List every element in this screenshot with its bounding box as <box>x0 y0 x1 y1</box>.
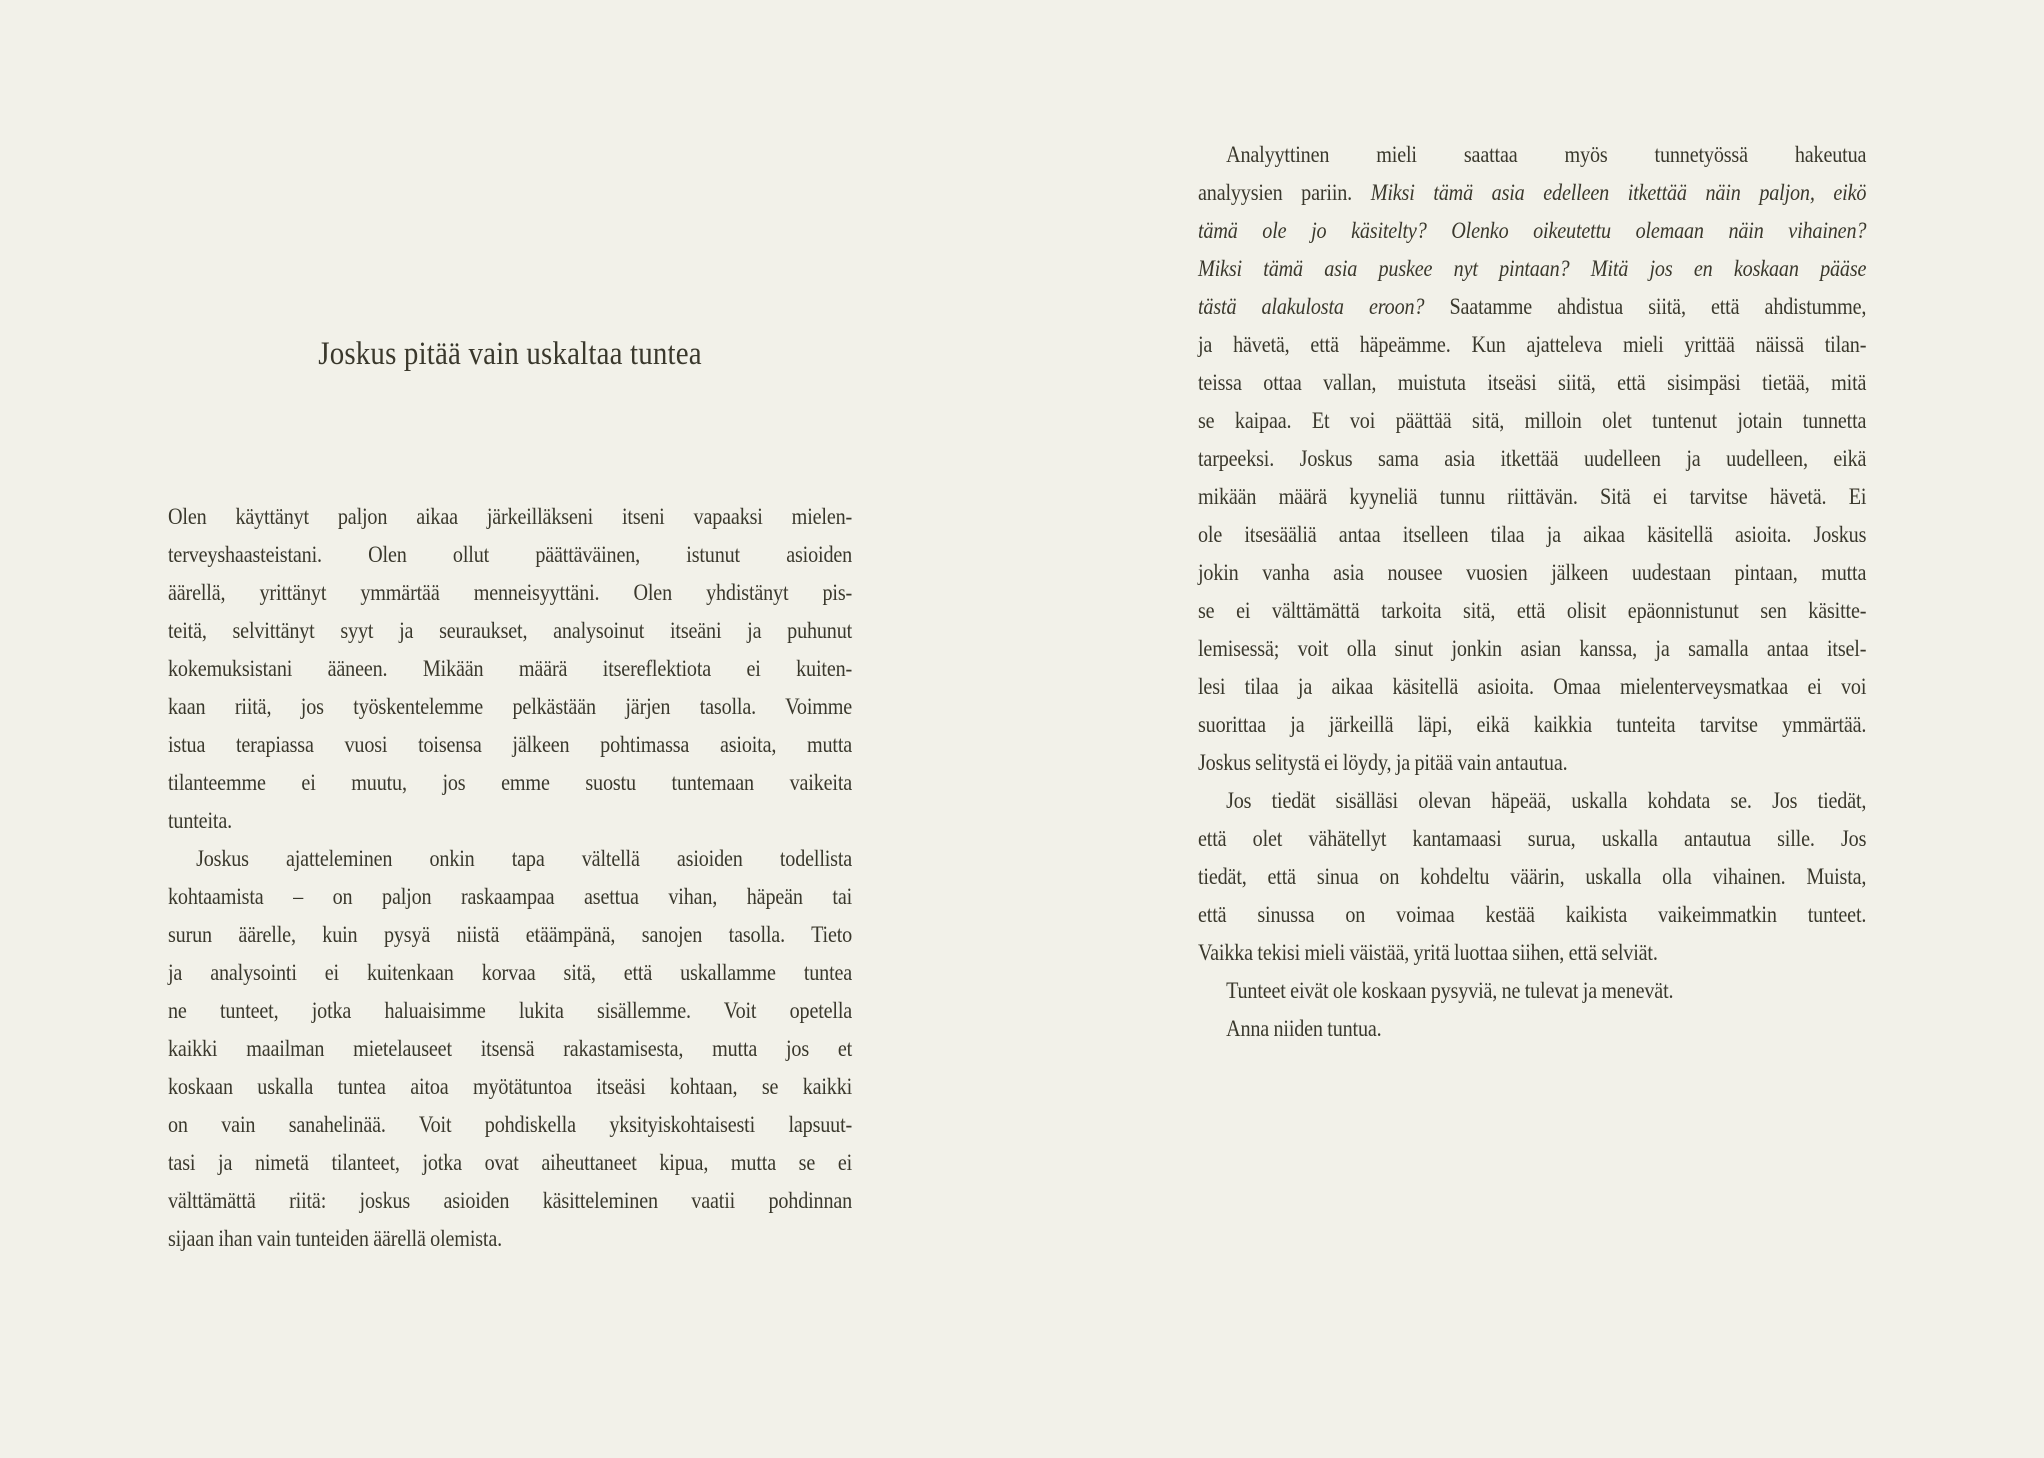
text-segment: terveyshaasteistani. Olen ollut päättäväinen, istunut asioiden <box>168 542 853 567</box>
text-segment: on vain sanahelinää. Voit pohdiskella yksityiskohtaisesti lapsuut- <box>168 1112 853 1137</box>
text-line <box>168 1106 852 1144</box>
text-segment: Olen käyttänyt paljon aikaa järkeilläkseni itseni vapaaksi mielen- <box>168 504 853 529</box>
text-segment: Anna niiden tuntua. <box>1226 1016 1382 1041</box>
left-page <box>168 0 852 1458</box>
paragraph <box>168 498 852 840</box>
text-line <box>168 536 852 574</box>
right-page-body <box>1198 136 1866 1048</box>
text-segment: se ei välttämättä tarkoita sitä, että olisit epäonnistunut sen käsitte- <box>1198 598 1867 623</box>
text-line <box>1198 820 1866 858</box>
text-line <box>1198 174 1866 212</box>
text-segment: Joskus selitystä ei löydy, ja pitää vain antautua. <box>1198 750 1568 775</box>
text-segment: ne tunteet, jotka haluaisimme lukita sisällemme. Voit opetella <box>168 998 853 1023</box>
text-segment: sijaan ihan vain tunteiden äärellä olemista. <box>168 1226 502 1251</box>
text-segment: Tunteet eivät ole koskaan pysyviä, ne tulevat ja menevät. <box>1226 978 1674 1003</box>
text-line <box>1198 402 1866 440</box>
text-line <box>168 1030 852 1068</box>
text-line <box>1198 250 1866 288</box>
paragraph <box>1198 972 1866 1010</box>
text-segment: että olet vähätellyt kantamaasi surua, uskalla antautua sille. Jos <box>1198 826 1867 851</box>
text-segment: kohtaamista – on paljon raskaampaa asettua vihan, häpeän tai <box>168 884 853 909</box>
text-segment: Saatamme ahdistua siitä, että ahdistumme, <box>1449 294 1867 319</box>
paragraph <box>168 840 852 1258</box>
text-segment: äärellä, yrittänyt ymmärtää menneisyyttäni. Olen yhdistänyt pis- <box>168 580 853 605</box>
text-line <box>1198 592 1866 630</box>
right-page <box>1198 0 1866 1458</box>
text-segment: suorittaa ja järkeillä läpi, eikä kaikkia tunteita tarvitse ymmärtää. <box>1198 712 1867 737</box>
text-line <box>1198 782 1866 820</box>
text-segment: koskaan uskalla tuntea aitoa myötätuntoa itseäsi kohtaan, se kaikki <box>168 1074 853 1099</box>
italic-text-segment: Miksi tämä asia edelleen itkettää näin paljon, eikö <box>1370 180 1867 205</box>
text-segment: ole itsesääliä antaa itselleen tilaa ja aikaa käsitellä asioita. Joskus <box>1198 522 1867 547</box>
text-segment: istua terapiassa vuosi toisensa jälkeen pohtimassa asioita, mutta <box>168 732 853 757</box>
text-segment: jokin vanha asia nousee vuosien jälkeen uudestaan pintaan, mutta <box>1198 560 1867 585</box>
text-line <box>168 612 852 650</box>
text-line <box>1198 554 1866 592</box>
text-segment: ja hävetä, että häpeämme. Kun ajatteleva mieli yrittää näissä tilan- <box>1198 332 1867 357</box>
text-line <box>1198 706 1866 744</box>
text-line <box>168 650 852 688</box>
text-line <box>1198 288 1866 326</box>
text-segment: tunteita. <box>168 808 232 833</box>
text-segment: tilanteemme ei muutu, jos emme suostu tuntemaan vaikeita <box>168 770 853 795</box>
text-line <box>168 954 852 992</box>
text-line <box>168 840 852 878</box>
text-segment: että sinussa on voimaa kestää kaikista vaikeimmatkin tunteet. <box>1198 902 1867 927</box>
paragraph <box>1198 136 1866 782</box>
text-line <box>168 498 852 536</box>
text-line <box>1198 972 1866 1010</box>
text-line <box>1198 1010 1866 1048</box>
chapter-title: Joskus pitää vain uskaltaa tuntea <box>318 336 702 372</box>
text-segment: kaan riitä, jos työskentelemme pelkästään järjen tasolla. Voimme <box>168 694 853 719</box>
text-line <box>168 574 852 612</box>
text-line <box>1198 326 1866 364</box>
paragraph <box>1198 1010 1866 1048</box>
text-line <box>168 726 852 764</box>
text-line <box>1198 440 1866 478</box>
text-line <box>168 878 852 916</box>
text-line <box>168 802 852 840</box>
text-segment: Joskus ajatteleminen onkin tapa vältellä asioiden todellista <box>196 846 853 871</box>
text-line <box>1198 858 1866 896</box>
text-line <box>168 1220 852 1258</box>
text-segment: kaikki maailman mietelauseet itsensä rakastamisesta, mutta jos et <box>168 1036 853 1061</box>
text-line <box>1198 896 1866 934</box>
text-line <box>1198 364 1866 402</box>
text-segment: lemisessä; voit olla sinut jonkin asian kanssa, ja samalla antaa itsel- <box>1198 636 1867 661</box>
text-line <box>168 688 852 726</box>
text-segment: Analyyttinen mieli saattaa myös tunnetyössä hakeutua <box>1226 142 1867 167</box>
text-segment: Jos tiedät sisälläsi olevan häpeää, uskalla kohdata se. Jos tiedät, <box>1226 788 1867 813</box>
italic-text-segment: Miksi tämä asia puskee nyt pintaan? Mitä jos en koskaan pääse <box>1198 256 1867 281</box>
text-line <box>168 992 852 1030</box>
italic-text-segment: tästä alakulosta eroon? <box>1198 294 1450 319</box>
text-line <box>1198 744 1866 782</box>
paragraph <box>1198 782 1866 972</box>
text-segment: teissa ottaa vallan, muistuta itseäsi siitä, että sisimpäsi tietää, mitä <box>1198 370 1867 395</box>
text-line <box>168 1068 852 1106</box>
left-page-body <box>168 498 852 1258</box>
text-segment: mikään määrä kyyneliä tunnu riittävän. Sitä ei tarvitse hävetä. Ei <box>1198 484 1867 509</box>
text-line <box>1198 516 1866 554</box>
text-line <box>168 1182 852 1220</box>
text-segment: ja analysointi ei kuitenkaan korvaa sitä, että uskallamme tuntea <box>168 960 853 985</box>
text-segment: tarpeeksi. Joskus sama asia itkettää uudelleen ja uudelleen, eikä <box>1198 446 1867 471</box>
text-segment: teitä, selvittänyt syyt ja seuraukset, analysoinut itseäni ja puhunut <box>168 618 853 643</box>
text-line <box>1198 630 1866 668</box>
text-line <box>1198 136 1866 174</box>
text-segment: lesi tilaa ja aikaa käsitellä asioita. Omaa mielenterveysmatkaa ei voi <box>1198 674 1867 699</box>
italic-text-segment: tämä ole jo käsitelty? Olenko oikeutettu olemaan näin vihainen? <box>1198 218 1867 243</box>
text-segment: tiedät, että sinua on kohdeltu väärin, uskalla olla vihainen. Muista, <box>1198 864 1867 889</box>
text-segment: surun äärelle, kuin pysyä niistä etäämpänä, sanojen tasolla. Tieto <box>168 922 853 947</box>
text-segment: analyysien pariin. <box>1198 180 1371 205</box>
text-segment: Vaikka tekisi mieli väistää, yritä luottaa siihen, että selviät. <box>1198 940 1658 965</box>
text-line <box>168 1144 852 1182</box>
text-line <box>168 916 852 954</box>
text-line <box>1198 478 1866 516</box>
text-line <box>1198 212 1866 250</box>
text-segment: välttämättä riitä: joskus asioiden käsitteleminen vaatii pohdinnan <box>168 1188 853 1213</box>
text-line <box>1198 934 1866 972</box>
text-segment: tasi ja nimetä tilanteet, jotka ovat aiheuttaneet kipua, mutta se ei <box>168 1150 853 1175</box>
text-line <box>1198 668 1866 706</box>
text-segment: se kaipaa. Et voi päättää sitä, milloin olet tuntenut jotain tunnetta <box>1198 408 1867 433</box>
text-segment: kokemuksistani ääneen. Mikään määrä itsereflektiota ei kuiten- <box>168 656 853 681</box>
text-line <box>168 764 852 802</box>
